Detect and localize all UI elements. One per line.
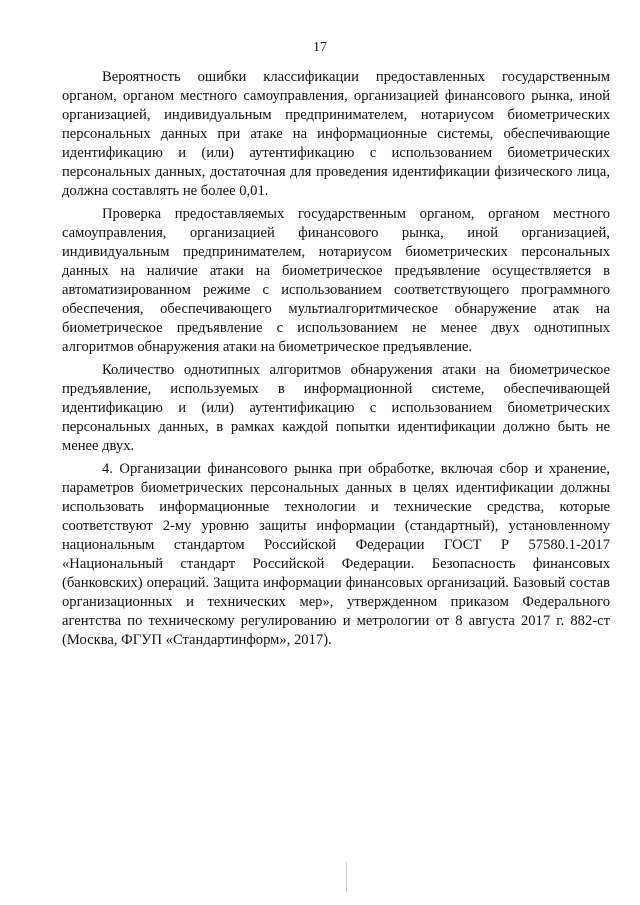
paragraph-algorithm-count: Количество однотипных алгоритмов обнаружения атаки на биометрическое предъявление, используемых в информационной системе, обеспечивающей идентификацию и (или) аутентификацию с использованием биометрических персональных данных, в рамках каждой попытки идентификации должно быть не менее двух. [62,362,610,454]
paragraph-error-probability: Вероятность ошибки классификации предоставленных государственным органом, органом местного самоуправления, организацией финансового рынка, иной организацией, индивидуальным предпринимателем, нотариусом биометрических персональных данных при атаке на информационные системы, обеспечивающие идентификацию и (или) аутентификацию с использованием биометрических персональных данных, достаточная для проведения идентификации физического лица, должна составлять не более 0,01. [62,69,610,199]
paragraph-financial-organizations: 4. Организации финансового рынка при обработке, включая сбор и хранение, параметров биометрических персональных данных в целях идентификации должны использовать информационные технологии и технические средства, которые соответствуют 2-му уровню защиты информации (стандартный), установленному национальным стандартом Российской Федерации ГОСТ Р 57580.1-2017 «Национальный стандарт Российской Федерации. Безопасность финансовых (банковских) операций. Защита информации финансовых организаций. Базовый состав организационных и технических мер», утвержденном приказом Федерального агентства по техническому регулированию и метрологии от 8 августа 2017 г. 882-ст (Москва, ФГУП «Стандартинформ», 2017). [62,461,610,648]
page-number: 17 [313,40,327,55]
paragraph-attack-check: Проверка предоставляемых государственным органом, органом местного самоуправления, организацией финансового рынка, иной организацией, индивидуальным предпринимателем, нотариусом биометрических персональных данных на наличие атаки на биометрическое предъявление осуществляется в автоматизированном режиме с использованием соответствующего программного обеспечения, обеспечивающего мультиалгоритмическое обнаружение атак на биометрическое предъявление с использованием не менее двух однотипных алгоритмов обнаружения атаки на биометрическое предъявление. [62,206,610,355]
document-body [62,68,610,654]
scan-artifact-line [346,862,347,892]
